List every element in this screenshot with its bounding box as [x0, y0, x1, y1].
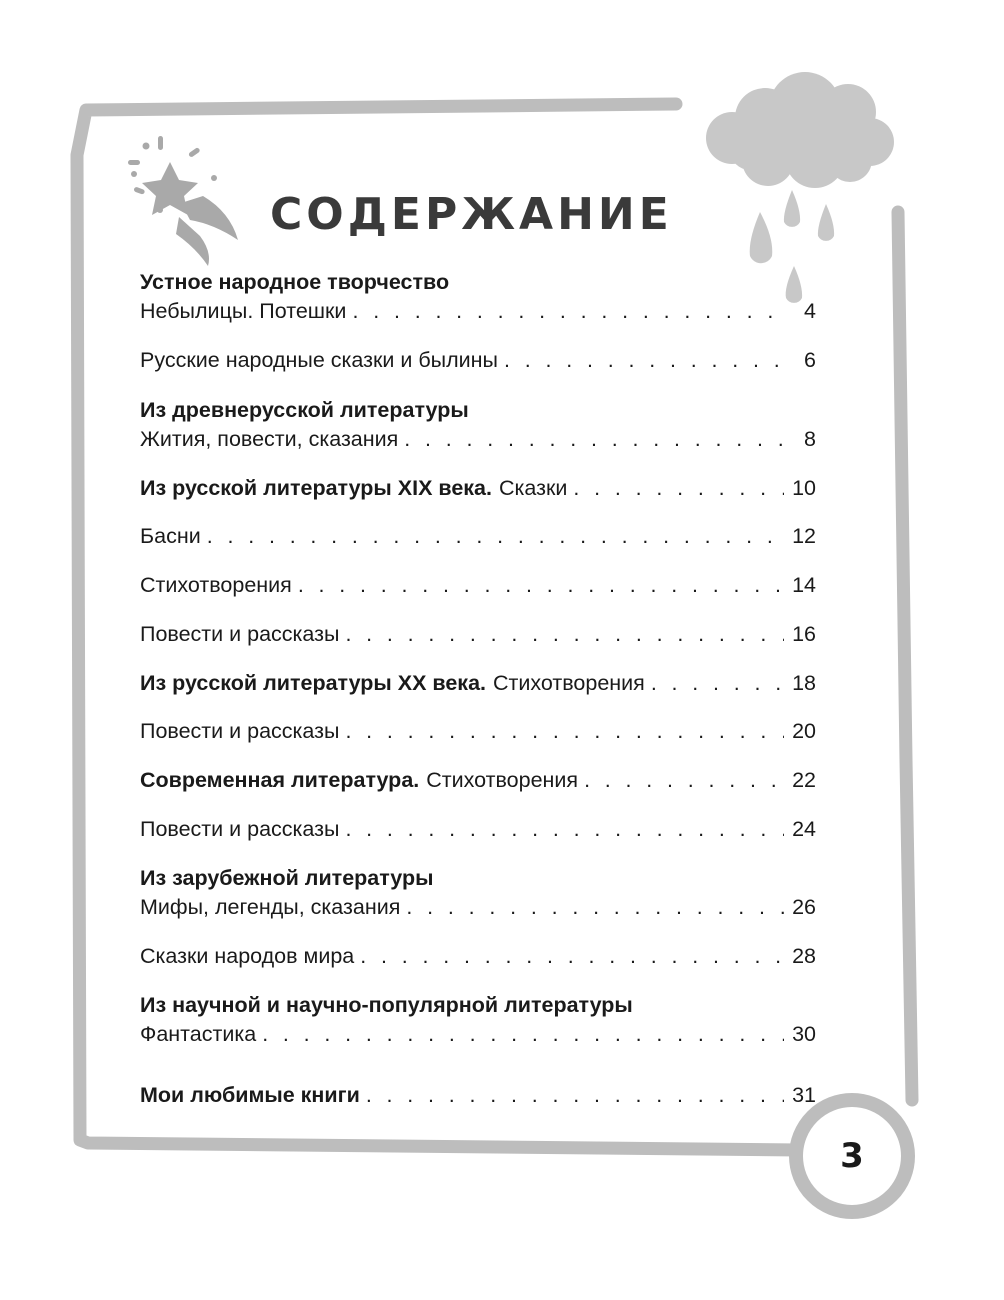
entry-page: 24 — [792, 817, 816, 841]
entry-title: Мифы, легенды, сказания — [140, 895, 401, 919]
entry-page: 4 — [804, 299, 816, 323]
entry-page: 26 — [792, 895, 816, 919]
dot-leader — [573, 473, 784, 503]
section-heading-label: Устное народное творчество — [140, 270, 450, 294]
entry-title: Повести и рассказы — [140, 719, 340, 743]
entry-title: Басни — [140, 524, 201, 548]
page-title: СОДЕРЖАНИЕ — [270, 189, 673, 240]
entry-page: 30 — [792, 1022, 816, 1046]
entry-title: Стихотворения — [140, 573, 292, 597]
dot-leader — [207, 521, 784, 551]
toc-entry[interactable] — [140, 1019, 816, 1049]
dot-leader — [352, 296, 784, 326]
entry-page: 22 — [792, 768, 816, 792]
entry-page: 14 — [792, 573, 816, 597]
entry-page: 16 — [792, 622, 816, 646]
entry-title: Сказки народов мира — [140, 944, 355, 968]
section-heading-foreign — [140, 863, 816, 893]
section-heading-label: Из русской литературы XIX века. — [140, 476, 492, 500]
page-number: 3 — [840, 1136, 864, 1176]
dot-leader — [406, 892, 784, 922]
toc-entry[interactable] — [140, 668, 816, 698]
entry-page: 8 — [804, 427, 816, 451]
toc-entry[interactable] — [140, 765, 816, 795]
section-heading-label: Из древнерусской литературы — [140, 398, 469, 422]
toc-entry[interactable] — [140, 296, 816, 326]
dot-leader — [345, 716, 784, 746]
entry-page: 28 — [792, 944, 816, 968]
entry-title: Сказки — [498, 476, 568, 500]
dot-leader — [360, 941, 784, 971]
dot-leader — [651, 668, 784, 698]
section-heading-oral — [140, 267, 816, 297]
section-heading-label: Из научной и научно-популярной литературы — [140, 993, 633, 1017]
shooting-star-icon — [128, 136, 238, 266]
dot-leader — [262, 1019, 784, 1049]
entry-title: Повести и рассказы — [140, 817, 340, 841]
toc-entry[interactable] — [140, 570, 816, 600]
entry-page: 20 — [792, 719, 816, 743]
entry-title: Небылицы. Потешки — [140, 299, 347, 323]
entry-title: Фантастика — [140, 1022, 257, 1046]
section-heading-label: Из зарубежной литературы — [140, 866, 434, 890]
dot-leader — [404, 424, 784, 454]
entry-title: Русские народные сказки и былины — [140, 348, 498, 372]
section-heading-science — [140, 990, 816, 1020]
dot-leader — [298, 570, 784, 600]
dot-leader — [504, 345, 784, 375]
entry-title: Жития, повести, сказания — [140, 427, 399, 451]
toc-entry[interactable] — [140, 473, 816, 503]
toc-entry[interactable] — [140, 619, 816, 649]
toc-entry[interactable] — [140, 424, 816, 454]
section-heading-label: Мои любимые книги — [140, 1083, 360, 1107]
entry-page: 31 — [792, 1083, 816, 1107]
section-heading-old-russian — [140, 395, 816, 425]
entry-page: 18 — [792, 671, 816, 695]
entry-title: Повести и рассказы — [140, 622, 340, 646]
dot-leader — [345, 619, 784, 649]
entry-title: Стихотворения — [493, 671, 645, 695]
toc-entry[interactable] — [140, 716, 816, 746]
dot-leader — [584, 765, 784, 795]
dot-leader — [366, 1080, 784, 1110]
entry-page: 10 — [792, 476, 816, 500]
toc-entry[interactable] — [140, 521, 816, 551]
dot-leader — [345, 814, 784, 844]
toc-entry-favorites[interactable] — [140, 1080, 816, 1110]
toc-entry[interactable] — [140, 892, 816, 922]
entry-page: 12 — [792, 524, 816, 548]
toc-entry[interactable] — [140, 941, 816, 971]
section-heading-label: Современная литература. — [140, 768, 420, 792]
toc-entry[interactable] — [140, 814, 816, 844]
toc-entry[interactable] — [140, 345, 816, 375]
section-heading-label: Из русской литературы XX века. — [140, 671, 486, 695]
entry-title: Стихотворения — [426, 768, 579, 792]
entry-page: 6 — [804, 348, 816, 372]
